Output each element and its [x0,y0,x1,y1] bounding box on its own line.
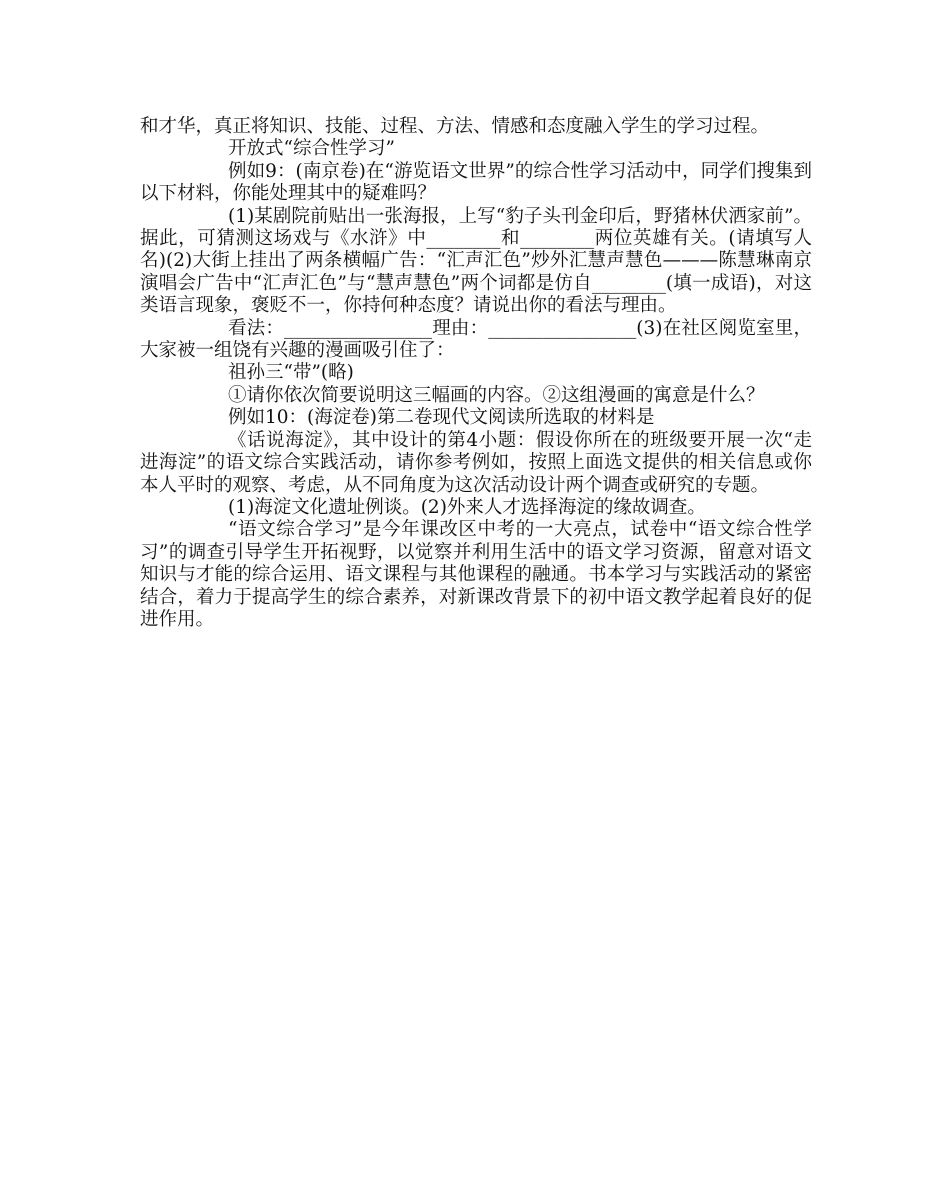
paragraph-2: 开放式“综合性学习” [228,138,395,160]
paragraph-3: 例如9：(南京卷)在“游览语文世界”的综合性学习活动中，同学们搜集到以下材料，你能处理其中的疑难吗？ [140,160,812,205]
paragraph-10: (1)海淀文化遗址例谈。(2)外来人才选择海淀的缘故调查。 [228,496,706,518]
paragraph-8: 例如10：(海淀卷)第二卷现代文阅读所选取的材料是 [228,407,655,429]
paragraph-7: ①请你依次简要说明这三幅画的内容。②这组漫画的寓意是什么？ [228,384,765,406]
paragraph-11: “语文综合学习”是今年课改区中考的一大亮点，试卷中“语文综合性学习”的调查引导学生开拓视野，以觉察并利用生活中的语文学习资源，留意对语文知识与才能的综合运用、语文课程与其他课程的融通。书本学习与实践活动的紧密结合，着力于提高学生的综合素养，对新课改背景下的初中语文教学起着良好的促进作用。 [140,519,812,630]
document-page [140,116,812,631]
paragraph-1: 和才华，真正将知识、技能、过程、方法、情感和态度融入学生的学习过程。 [140,116,770,137]
paragraph-4: (1)某剧院前贴出一张海报，上写“豹子头刊金印后，野猪林伏洒家前”。据此，可猜测这场戏与《水浒》中________和________两位英雄有关。(请填写人名)(2)大街上挂出了两条横幅广告：“汇声汇色”炒外汇慧声慧色———陈慧琳南京演唱会广告中“汇声汇色”与“慧声慧色”两个词都是仿自________(填一成语)，对这类语言现象，褒贬不一，你持何种态度？请说出你的看法与理由。 [140,205,812,317]
paragraph-5: 看法：________________理由：________________(3)在社区阅览室里，大家被一组饶有兴趣的漫画吸引住了： [140,317,812,362]
paragraph-6: 祖孙三“带”(略) [228,362,354,384]
paragraph-9: 《话说海淀》，其中设计的第4小题：假设你所在的班级要开展一次“走进海淀”的语文综合实践活动，请你参考例如，按照上面选文提供的相关信息或你本人平时的观察、考虑，从不同角度为这次活动设计两个调查或研究的专题。 [140,429,812,496]
